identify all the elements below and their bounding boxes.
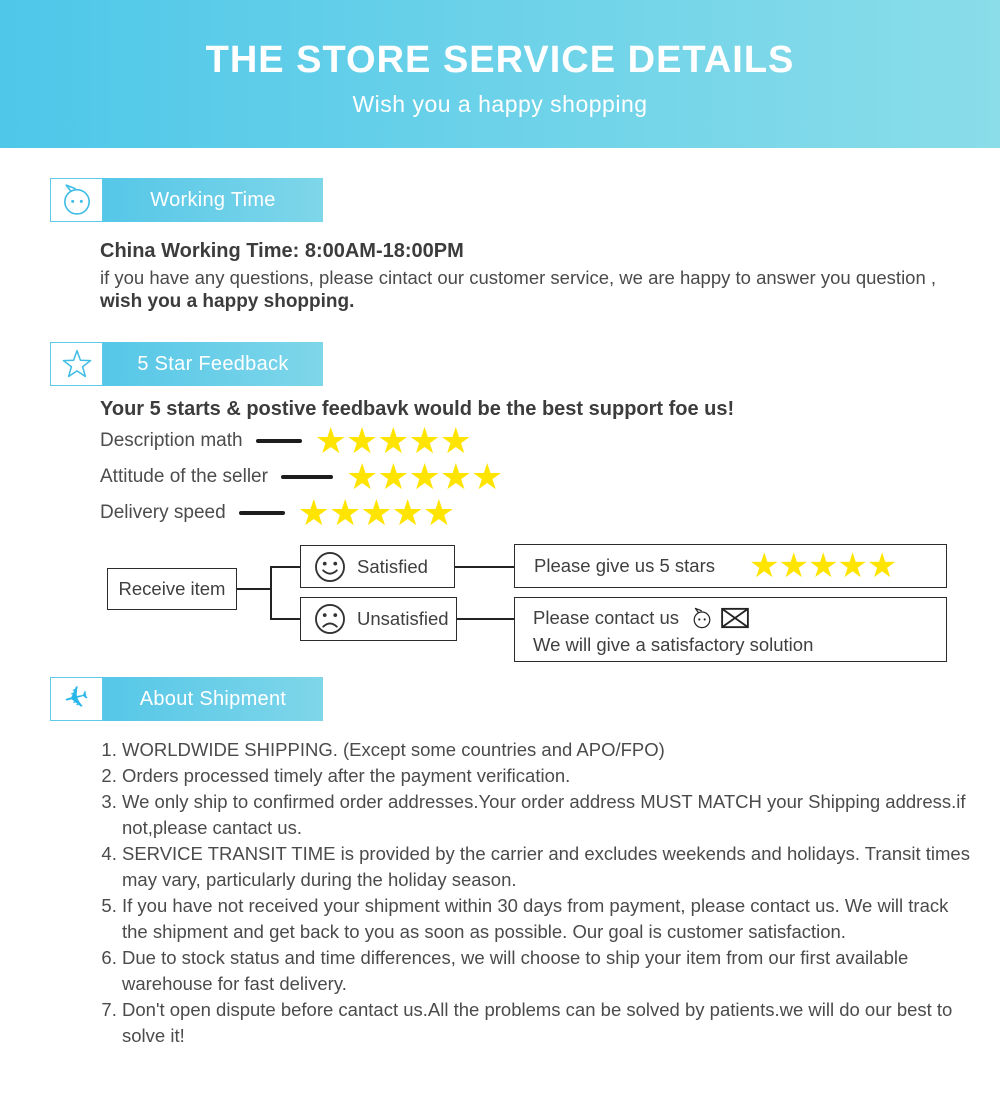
connector-line — [455, 566, 514, 568]
shipment-item: 1. WORLDWIDE SHIPPING. (Except some countries and APO/FPO) — [122, 737, 970, 763]
banner — [0, 0, 1000, 148]
working-time-closing: wish you a happy shopping. — [100, 291, 355, 312]
section-header-feedback — [50, 342, 1000, 386]
five-stars-text: Please give us 5 stars — [534, 555, 715, 576]
rating-row — [100, 420, 1000, 461]
smiley-sad-icon — [313, 602, 347, 636]
shipment-item: 2. Orders processed timely after the payment verification. — [122, 763, 970, 789]
rating-label: Delivery speed — [100, 502, 226, 523]
rating-label: Attitude of the seller — [100, 466, 268, 487]
shipment-list — [0, 737, 970, 1049]
shipment-item: 3. We only ship to confirmed order addresses.Your order address MUST MATCH your Shipping address.if not,please cantact us. — [122, 789, 970, 841]
section-title-working-time: Working Time — [103, 178, 323, 222]
rating-dash — [239, 511, 285, 515]
connector-line — [270, 566, 300, 568]
five-stars-box — [514, 544, 947, 588]
shipment-item: 6. Due to stock status and time differences, we will choose to ship your item from our first available warehouse for fast delivery. — [122, 945, 970, 997]
rating-stars: ★★★★★ — [345, 456, 503, 497]
unsatisfied-box — [300, 597, 457, 641]
receive-item-label: Receive item — [118, 578, 226, 599]
section-title-shipment: About Shipment — [103, 677, 323, 721]
section-title-feedback: 5 Star Feedback — [103, 342, 323, 386]
banner-subtitle: Wish you a happy shopping — [352, 91, 648, 118]
rating-stars: ★★★★★ — [314, 420, 471, 461]
shipment-item: 4. SERVICE TRANSIT TIME is provided by the carrier and excludes weekends and holidays. Transit times may vary, particularly during the holiday season. — [122, 841, 970, 893]
working-time-body: if you have any questions, please cintact our customer service, we are happy to answer you question , — [100, 267, 937, 288]
chat-bubble-small-icon — [690, 606, 714, 630]
envelope-icon — [721, 607, 749, 629]
shipment-item: 5. If you have not received your shipment within 30 days from payment, please contact us. We will track the shipment and get back to you as soon as possible. Our goal is customer satisfaction. — [122, 893, 970, 945]
contact-box — [514, 597, 947, 662]
rating-dash — [281, 475, 333, 479]
working-time-text — [100, 238, 965, 314]
rating-dash — [256, 439, 302, 443]
connector-line — [457, 618, 514, 620]
feedback-flowchart — [0, 541, 1000, 669]
connector-line — [270, 566, 272, 620]
banner-title: THE STORE SERVICE DETAILS — [205, 38, 795, 81]
contact-text: Please contact us — [533, 607, 680, 628]
contact-box-content — [515, 598, 813, 664]
connector-line — [270, 618, 300, 620]
smiley-happy-icon — [313, 550, 347, 584]
rating-label: Description math — [100, 430, 243, 451]
rating-row — [100, 492, 1000, 533]
section-header-shipment — [50, 677, 1000, 721]
receive-item-box — [107, 568, 237, 610]
shipment-item: 7. Don't open dispute before cantact us.All the problems can be solved by patients.we will do our best to solve it! — [122, 997, 970, 1049]
feedback-heading: Your 5 starts & postive feedbavk would be the best support foe us! — [100, 398, 735, 420]
rating-row — [100, 456, 1000, 497]
airplane-icon: ✈ — [50, 677, 103, 721]
contact-note: We will give a satisfactory solution — [533, 634, 814, 655]
satisfied-label: Satisfied — [357, 555, 428, 577]
working-time-heading: China Working Time: 8:00AM-18:00PM — [100, 240, 464, 262]
five-stars: ★★★★★ — [748, 547, 897, 585]
star-outline-icon — [50, 342, 103, 386]
rating-stars: ★★★★★ — [297, 492, 455, 533]
connector-line — [237, 588, 271, 590]
chat-bubble-icon — [50, 178, 103, 222]
unsatisfied-label: Unsatisfied — [357, 608, 449, 629]
satisfied-box — [300, 545, 455, 588]
section-header-working-time — [50, 178, 1000, 222]
